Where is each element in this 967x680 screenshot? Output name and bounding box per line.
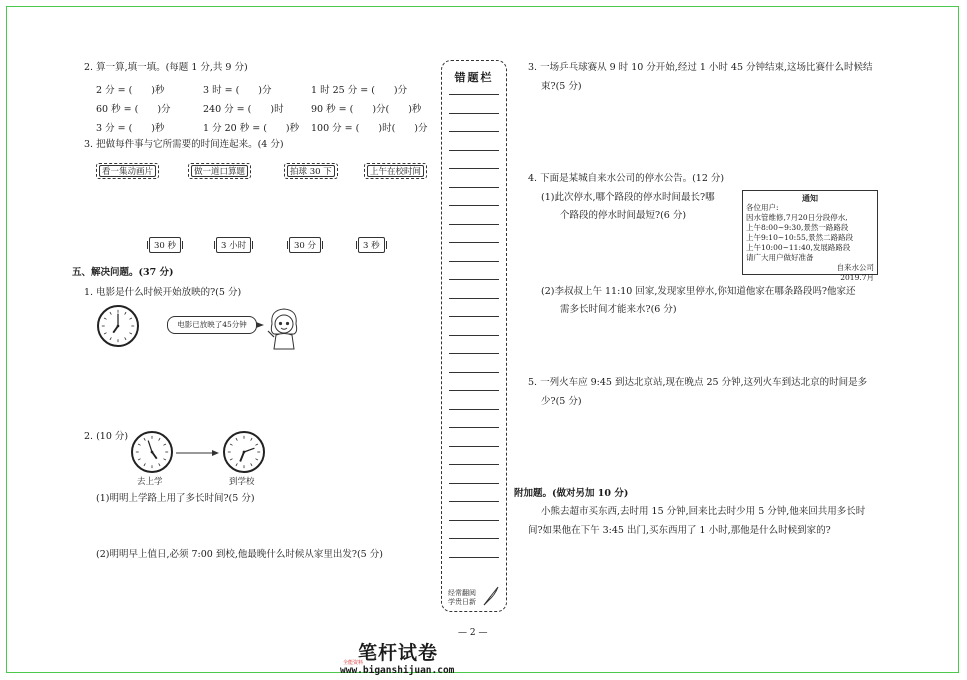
error-column-rule — [449, 279, 499, 280]
notice-line: 上午8:00~9:30,景然一路路段 — [746, 223, 849, 232]
error-column-rule — [449, 261, 499, 262]
bonus-title: 附加题。(做对另加 10 分) — [514, 488, 629, 499]
problem4-q2: (2)李叔叔上午 11:10 回家,发现家里停水,你知道他家在哪条路段吗?他家还 — [541, 286, 856, 297]
quill-pen-icon — [482, 585, 500, 607]
error-column-rule — [449, 501, 499, 502]
error-column-rule — [449, 316, 499, 317]
problem3-line: 3. 一场乒乓球赛从 9 时 10 分开始,经过 1 小时 45 分钟结束,这场比赛什么时候结 — [528, 62, 873, 73]
time-box: 30 分 — [289, 237, 321, 253]
brand-url: www.biganshijuan.com — [340, 665, 455, 676]
error-column-rule — [449, 557, 499, 558]
error-notes-column — [441, 60, 507, 612]
error-column-rule — [449, 464, 499, 465]
problem4-q2: 需多长时间才能来水?(6 分) — [560, 304, 677, 315]
q2-item: 100 分 = ( )时( )分 — [311, 123, 428, 134]
bonus-line: 小熊去超市买东西,去时用 15 分钟,回来比去时少用 5 分钟,他来回共用多长时 — [541, 506, 866, 517]
notice-line: 各位用户: — [746, 203, 779, 212]
page-number: — 2 — — [458, 628, 488, 638]
problem2-q1: (1)明明上学路上用了多长时间?(5 分) — [96, 493, 255, 504]
footer-motto-line: 学贵日新 — [448, 598, 476, 606]
problem4-title: 4. 下面是某城自来水公司的停水公告。(12 分) — [528, 173, 725, 184]
notice-signer: 自来水公司 — [836, 263, 874, 272]
time-box: 3 小时 — [216, 237, 251, 253]
error-column-rule — [449, 409, 499, 410]
q2-title: 2. 算一算,填一填。(每题 1 分,共 9 分) — [84, 62, 248, 73]
clock-icon — [97, 305, 139, 347]
notice-line: 上午9:10~10:55,景然二路路段 — [746, 233, 854, 242]
clock-icon — [223, 431, 265, 473]
task-box: 看一集动画片 — [96, 163, 159, 179]
brand-logo: 笔杆试卷 — [358, 642, 439, 664]
error-column-rule — [449, 242, 499, 243]
q2-item: 1 时 25 分 = ( )分 — [311, 85, 408, 96]
speech-bubble: 电影已放映了45分钟 — [167, 316, 257, 334]
q2-item: 240 分 = ( )时 — [203, 104, 284, 115]
error-column-rule — [449, 520, 499, 521]
error-column-rule — [449, 353, 499, 354]
error-column-rule — [449, 446, 499, 447]
clock-icon — [131, 431, 173, 473]
clock-label: 到学校 — [229, 477, 255, 487]
q2-item: 90 秒 = ( )分( )秒 — [311, 104, 422, 115]
girl-illustration-icon — [264, 306, 304, 350]
error-column-rule — [449, 335, 499, 336]
error-column-rule — [449, 483, 499, 484]
task-box: 上午在校时间 — [364, 163, 427, 179]
error-column-rule — [449, 372, 499, 373]
error-column-rule — [449, 427, 499, 428]
problem2-q2: (2)明明早上值日,必须 7:00 到校,他最晚什么时候从家里出发?(5 分) — [96, 549, 383, 560]
error-column-rule — [449, 131, 499, 132]
problem5-line: 少?(5 分) — [541, 396, 582, 407]
water-notice — [742, 190, 878, 282]
error-column-footer — [448, 589, 476, 607]
q2-item: 3 时 = ( )分 — [203, 85, 272, 96]
notice-title: 通知 — [802, 193, 818, 203]
error-column-rule — [449, 390, 499, 391]
error-column-rule — [449, 538, 499, 539]
problem5-line: 5. 一列火车应 9:45 到达北京站,现在晚点 25 分钟,这列火车到达北京的时间是多 — [528, 377, 868, 388]
error-column-rule — [449, 150, 499, 151]
notice-line: 请广大用户做好准备 — [746, 253, 814, 262]
q2-item: 1 分 20 秒 = ( )秒 — [203, 123, 300, 134]
error-column-title: 错题栏 — [454, 71, 494, 84]
error-column-rule — [449, 113, 499, 114]
brand-tag: 全能资料 — [343, 660, 364, 666]
time-box: 30 秒 — [149, 237, 181, 253]
q2-item: 60 秒 = ( )分 — [96, 104, 171, 115]
time-box: 3 秒 — [358, 237, 385, 253]
q2-item: 2 分 = ( )秒 — [96, 85, 165, 96]
problem4-q1: 个路段的停水时间最短?(6 分) — [560, 210, 687, 221]
problem1-title: 1. 电影是什么时候开始放映的?(5 分) — [84, 287, 242, 298]
error-column-rule — [449, 187, 499, 188]
footer-motto-line: 经常翻阅 — [448, 589, 476, 597]
q2-item: 3 分 = ( )秒 — [96, 123, 165, 134]
task-box: 做一道口算题 — [188, 163, 251, 179]
error-column-rule — [449, 224, 499, 225]
bonus-line: 间?如果他在下午 3:45 出门,买东西用了 1 小时,那他是什么时候到家的? — [528, 525, 831, 536]
task-box: 拍球 30 下 — [284, 163, 338, 179]
error-column-rule — [449, 94, 499, 95]
problem2-title: 2. (10 分) — [84, 431, 129, 442]
problem4-q1: (1)此次停水,哪个路段的停水时间最长?哪 — [541, 192, 715, 203]
error-column-rule — [449, 298, 499, 299]
clock-label: 去上学 — [137, 477, 163, 487]
error-column-rule — [449, 205, 499, 206]
q3-title: 3. 把做每件事与它所需要的时间连起来。(4 分) — [84, 139, 284, 150]
arrow-right-icon — [176, 449, 220, 457]
section5-title: 五、解决问题。(37 分) — [72, 267, 174, 278]
notice-date: 2019.7月 — [840, 273, 874, 282]
notice-line: 因水管维修,7月20日分段停水, — [746, 213, 848, 222]
notice-line: 上午10:00~11:40,发展路路段 — [746, 243, 851, 252]
error-column-rule — [449, 168, 499, 169]
problem3-line: 束?(5 分) — [541, 81, 582, 92]
